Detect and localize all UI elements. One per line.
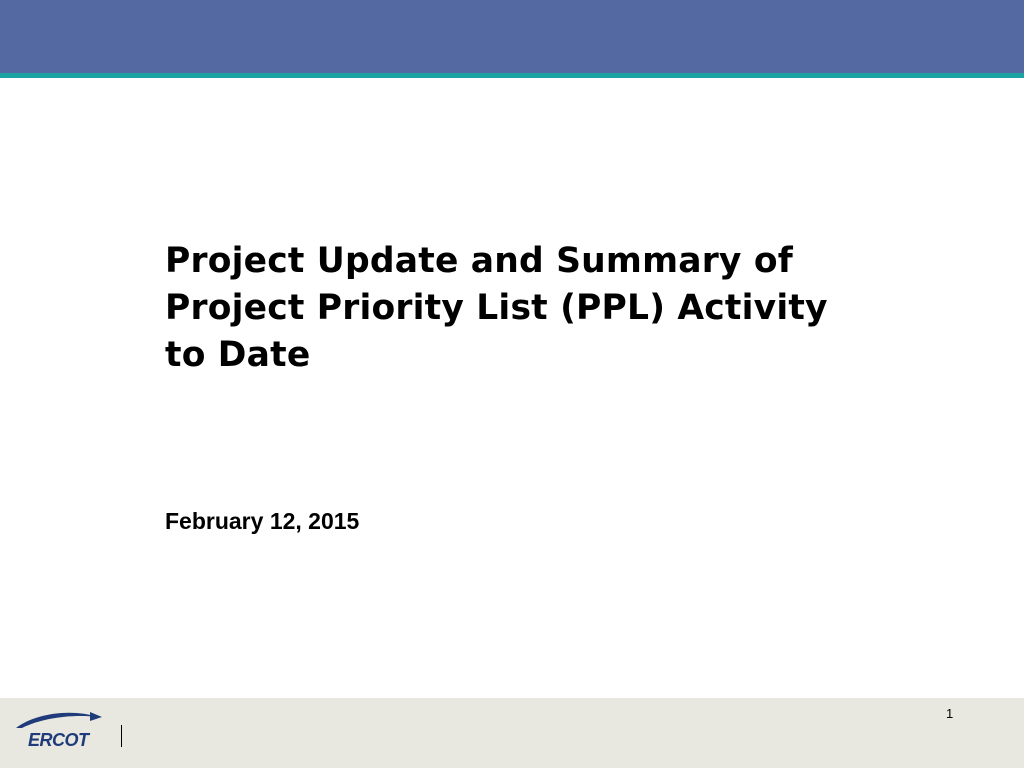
footer-bar: [0, 698, 1024, 768]
footer-divider: [121, 725, 122, 747]
slide-title-line: Project Priority List (PPL) Activity: [165, 288, 828, 328]
slide-title-line: to Date: [165, 335, 311, 375]
slide-date: February 12, 2015: [165, 508, 360, 534]
top-banner: [0, 0, 1024, 73]
slide-title-line: Project Update and Summary of: [165, 241, 793, 281]
top-banner-rule: [0, 73, 1024, 78]
ercot-logo-text: ERCOT: [28, 730, 89, 750]
ercot-logo: [12, 708, 104, 752]
page-number: 1: [946, 706, 954, 721]
slide-title: [165, 238, 945, 379]
